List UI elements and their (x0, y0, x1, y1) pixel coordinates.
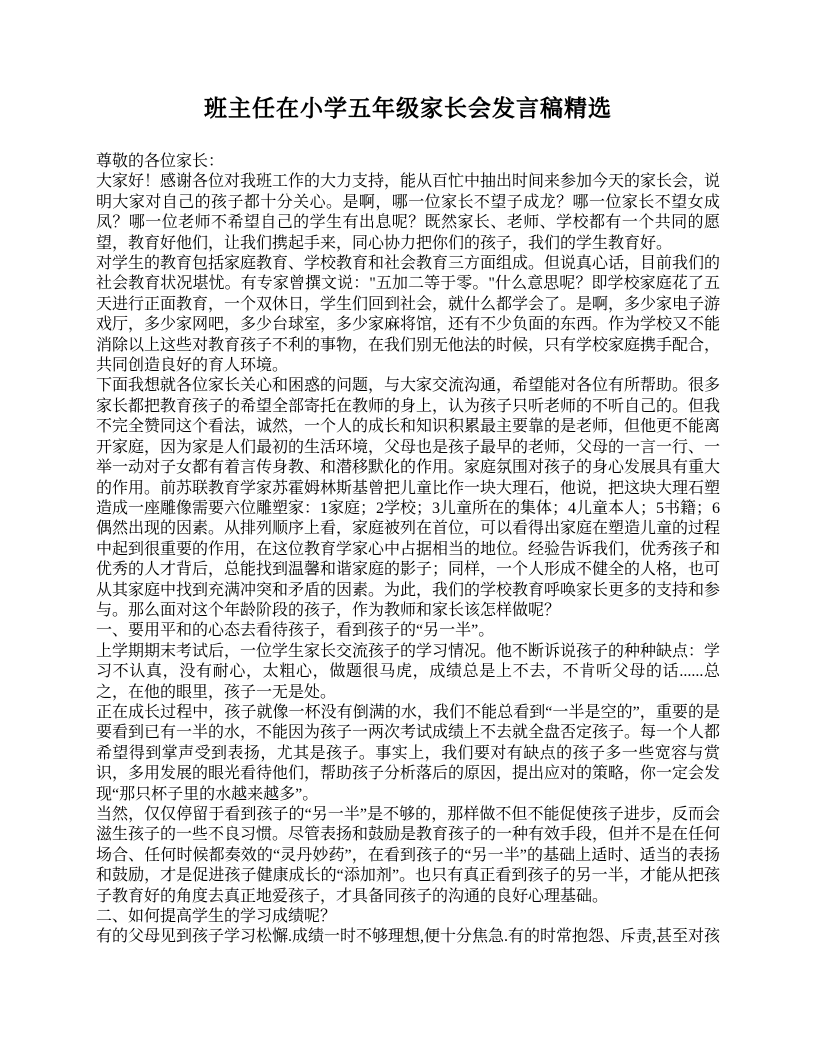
paragraph-anxious-parents: 有的父母见到孩子学习松懈.成绩一时不够理想,便十分焦急.有的时常抱怨、斥责,甚至对孩 (96, 928, 721, 946)
paragraph-greeting: 大家好！感谢各位对我班工作的大力支持，能从百忙中抽出时间来参加今天的家长会，说明大家对自己的孩子都十分关心。是啊，哪一位家长不望子成龙？哪一位家长不望女成凤？哪一位老师不希望自己的学生有出息呢？既然家长、老师、学校都有一个共同的愿望，教育好他们，让我们携起手来，同心协力把你们的孩子，我们的学生教育好。 (96, 173, 721, 252)
paragraph-parent-complaints: 上学期期末考试后，一位学生家长交流孩子的学习情况。他不断诉说孩子的种种缺点：学习不认真，没有耐心，太粗心，做题很马虎，成绩总是上不去，不肯听父母的话......总之，在他的眼里，孩子一无是处。 (96, 642, 721, 701)
section-heading-1: 一、要用平和的心态去看待孩子，看到孩子的“另一半”。 (96, 622, 495, 640)
paragraph-praise-limits: 当然，仅仅停留于看到孩子的“另一半”是不够的，那样做不但不能促使孩子进步，反而会滋生孩子的一些不良习惯。尽管表扬和鼓励是教育孩子的一种有效手段，但并不是在任何场合、任何时候都奏效的“灵丹妙药”，在看到孩子的“另一半”的基础上适时、适当的表扬和鼓励，才是促进孩子健康成长的“添加剂”。也只有真正看到孩子的另一半，才能从把孩子教育好的角度去真正地爱孩子，才具备同孩子的沟通的良好心理基础。 (96, 806, 721, 905)
document-title: 班主任在小学五年级家长会发言稿精选 (204, 96, 612, 121)
document-body (96, 152, 720, 948)
section-heading-2: 二、如何提高学生的学习成绩呢？ (96, 908, 337, 926)
paragraph-education-composition: 对学生的教育包括家庭教育、学校教育和社会教育三方面组成。但说真心话，目前我们的社会教育状况堪忧。有专家曾撰文说："五加二等于零。"什么意思呢？即学校家庭花了五天进行正面教育，一个双休日，学生们回到社会，就什么都学会了。是啊，多少家电子游戏厅，多少家网吧，多少台球室，多少家麻将馆，还有不少负面的东西。作为学校又不能消除以上这些对教育孩子不利的事物，在我们别无他法的时候，只有学校家庭携手配合，共同创造良好的育人环境。 (96, 255, 721, 375)
salutation-line: 尊敬的各位家长： (96, 153, 225, 170)
paragraph-family-role: 下面我想就各位家长关心和困惑的问题，与大家交流沟通，希望能对各位有所帮助。很多家长都把教育孩子的希望全部寄托在教师的身上，认为孩子只听老师的不听自己的。但我不完全赞同这个看法，诚然，一个人的成长和知识积累最主要靠的是老师，但他更不能离开家庭，因为家是人们最初的生活环境，父母也是孩子最早的老师，父母的一言一行、一举一动对子女都有着言传身教、和潜移默化的作用。家庭氛围对孩子的身心发展具有重大的作用。前苏联教育学家苏霍姆林斯基曾把儿童比作一块大理石，他说，把这块大理石塑造成一座雕像需要六位雕塑家：1家庭；2学校；3儿童所在的集体；4儿童本人；5书籍；6偶然出现的因素。从排列顺序上看，家庭被列在首位，可以看得出家庭在塑造儿童的过程中起到很重要的作用，在这位教育学家心中占据相当的地位。经验告诉我们，优秀孩子和优秀的人才背后，总能找到温馨和谐家庭的影子；同样，一个人形成不健全的人格，也可从其家庭中找到充满冲突和矛盾的因素。为此，我们的学校教育呼唤家长更多的支持和参与。那么面对这个年龄阶段的孩子，作为教师和家长该怎样做呢？ (96, 377, 721, 619)
paragraph-half-glass: 正在成长过程中，孩子就像一杯没有倒满的水，我们不能总看到“一半是空的”，重要的是要看到已有一半的水，不能因为孩子一两次考试成绩上不去就全盘否定孩子。每一个人都希望得到掌声受到表扬，尤其是孩子。事实上，我们要对有缺点的孩子多一些宽容与赏识，多用发展的眼光看待他们，帮助孩子分析落后的原因，提出应对的策略，你一定会发现“那只杯子里的水越来越多”。 (96, 703, 721, 803)
